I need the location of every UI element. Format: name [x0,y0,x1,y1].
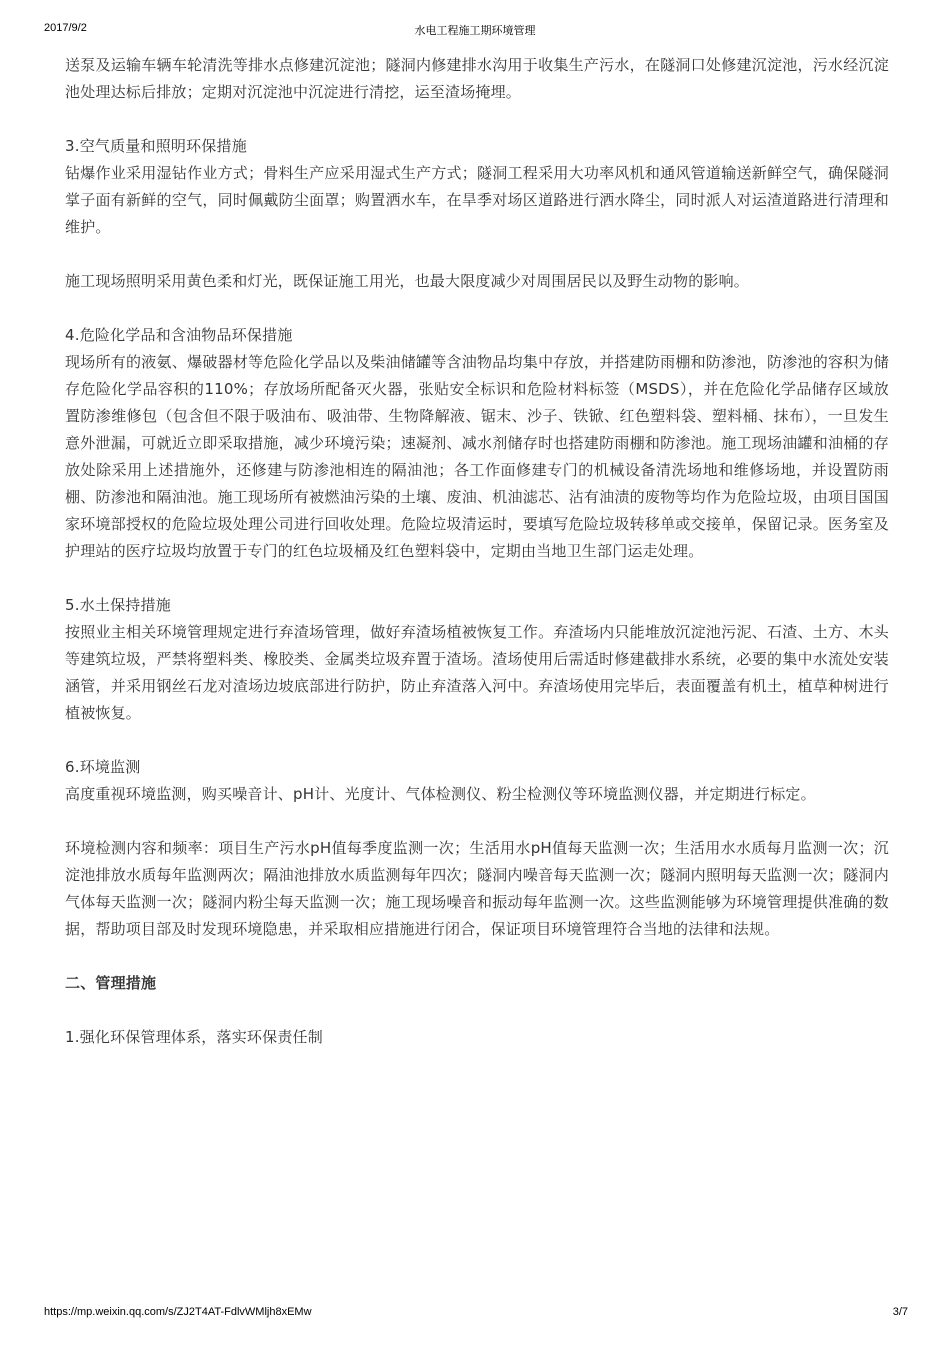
paragraph-lighting: 施工现场照明采用黄色柔和灯光，既保证施工用光，也最大限度减少对周围居民以及野生动物的影响。 [65,272,750,290]
section-heading-management: 二、管理措施 [65,974,157,992]
section-heading-soil: 5.水土保持措施 [65,596,171,614]
section-heading-air-lighting: 3.空气质量和照明环保措施 [65,137,247,155]
paragraph-wastewater: 送泵及运输车辆车轮清洗等排水点修建沉淀池；隧洞内修建排水沟用于收集生产污水，在隧洞口处修建沉淀池，污水经沉淀池处理达标后排放；定期对沉淀池中沉淀进行清挖，运至渣场掩埋。 [65,56,889,101]
paragraph-hazardous: 现场所有的液氨、爆破器材等危险化学品以及柴油储罐等含油物品均集中存放，并搭建防雨棚和防渗池，防渗池的容积为储存危险化学品容积的110%；存放场所配备灭火器，张贴安全标识和危险材料标签（MSDS），并在危险化学品储存区域放置防渗维修包（包含但不限于吸油布、吸油带、生物降解液、锯末、沙子、铁锨、红色塑料袋、塑料桶、抹布），一旦发生意外泄漏，可就近立即采取措施，减少环境污染；速凝剂、减水剂储存时也搭建防雨棚和防渗池。施工现场油罐和油桶的存放处除采用上述措施外，还修建与防渗池相连的隔油池；各工作面修建专门的机械设备清洗场地和维修场地，并设置防雨棚、防渗池和隔油池。施工现场所有被燃油污染的土壤、废油、机油滤芯、沾有油渍的废物等均作为危险垃圾，由项目国国家环境部授权的危险垃圾处理公司进行回收处理。危险垃圾清运时，要填写危险垃圾转移单或交接单，保留记录。医务室及护理站的医疗垃圾均放置于专门的红色垃圾桶及红色塑料袋中，定期由当地卫生部门运走处理。 [65,353,889,560]
header-date: 2017/9/2 [44,22,87,34]
header-title: 水电工程施工期环境管理 [414,24,536,37]
footer-page-number: 3/7 [892,1306,908,1318]
page-header [0,22,950,38]
footer-url[interactable]: https://mp.weixin.qq.com/s/ZJ2T4AT-FdlvWMljh8xEMw [44,1306,312,1318]
article-body [65,52,889,1051]
paragraph-air: 钻爆作业采用湿钻作业方式；骨料生产应采用湿式生产方式；隧洞工程采用大功率风机和通风管道输送新鲜空气，确保隧洞掌子面有新鲜的空气，同时佩戴防尘面罩；购置洒水车，在旱季对场区道路进行洒水降尘，同时派人对运渣道路进行清理和维护。 [65,164,889,236]
section-heading-monitoring: 6.环境监测 [65,758,141,776]
subsection-heading-management-1: 1.强化环保管理体系，落实环保责任制 [65,1028,323,1046]
section-heading-hazardous: 4.危险化学品和含油物品环保措施 [65,326,293,344]
paragraph-monitoring-frequency: 环境检测内容和频率：项目生产污水pH值每季度监测一次；生活用水pH值每天监测一次；生活用水水质每月监测一次；沉淀池排放水质每年监测两次；隔油池排放水质监测每年四次；隧洞内噪音每天监测一次；隧洞内照明每天监测一次；隧洞内气体每天监测一次；隧洞内粉尘每天监测一次；施工现场噪音和振动每年监测一次。这些监测能够为环境管理提供准确的数据，帮助项目部及时发现环境隐患，并采取相应措施进行闭合，保证项目环境管理符合当地的法律和法规。 [65,839,889,938]
paragraph-monitoring-equipment: 高度重视环境监测，购买噪音计、pH计、光度计、气体检测仪、粉尘检测仪等环境监测仪器，并定期进行标定。 [65,785,816,803]
paragraph-soil: 按照业主相关环境管理规定进行弃渣场管理，做好弃渣场植被恢复工作。弃渣场内只能堆放沉淀池污泥、石渣、土方、木头等建筑垃圾，严禁将塑料类、橡胶类、金属类垃圾弃置于渣场。渣场使用后需适时修建截排水系统，必要的集中水流处安装涵管，并采用钢丝石龙对渣场边坡底部进行防护，防止弃渣落入河中。弃渣场使用完毕后，表面覆盖有机土，植草种树进行植被恢复。 [65,623,889,722]
page-footer [0,1306,950,1322]
